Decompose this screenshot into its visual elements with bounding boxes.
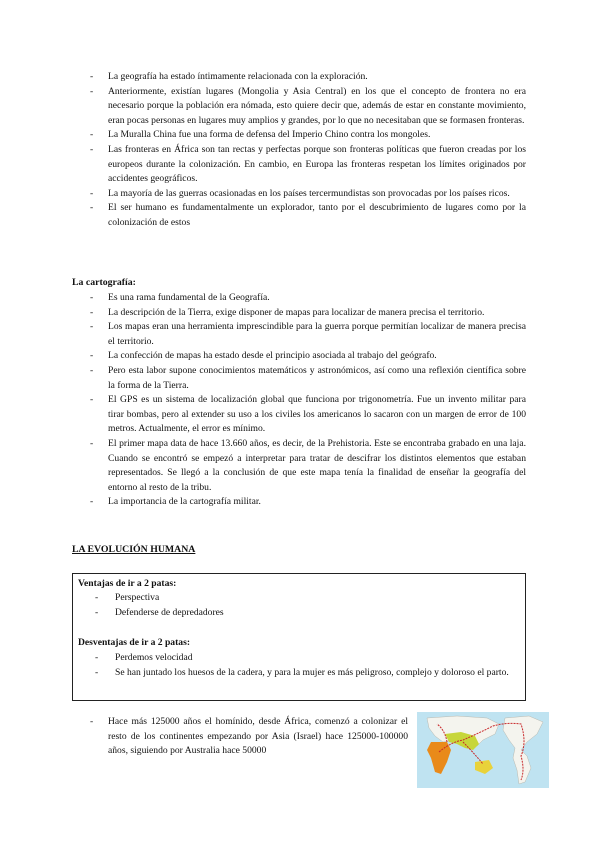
ventajas-list — [95, 591, 521, 620]
ventajas-box — [72, 573, 526, 701]
list-item: - Defenderse de depredadores — [95, 606, 521, 621]
desventajas-list — [95, 651, 521, 680]
ventajas-heading: Ventajas de ir a 2 patas: — [78, 578, 177, 589]
list-item: - La Muralla China fue una forma de defensa del Imperio Chino contra los mongoles. — [90, 128, 526, 143]
migration-list — [90, 715, 408, 759]
list-item: - El GPS es un sistema de localización global que funciona por trigonometría. Fue un invento militar para tirar bombas, pero al extender su uso a los civiles los americanos lo sacaron con un margen de error de 100 metros. Actualmente, el error es mínimo. — [90, 393, 526, 437]
world-map-icon — [417, 712, 549, 788]
list-item: - La descripción de la Tierra, exige disponer de mapas para localizar de manera precisa el territorio. — [90, 306, 526, 321]
list-item: - Anteriormente, existían lugares (Mongolia y Asia Central) en los que el concepto de frontera no era necesario porque la población era nómada, esto quiere decir que, además de estar en constante movimiento, eran pocas personas en lugares muy amplios y grandes, por lo que no necesitaban que se formasen fronteras. — [90, 85, 526, 129]
section-title: LA EVOLUCIÓN HUMANA — [72, 544, 196, 555]
human-migration-map — [417, 712, 549, 788]
list-item: - Hace más 125000 años el homínido, desde África, comenzó a colonizar el resto de los continentes empezando por Asia (Israel) hace 125000-100000 años, siguiendo por Australia hace 50000 — [90, 715, 408, 759]
list-item: - La confección de mapas ha estado desde el principio asociada al trabajo del geógrafo. — [90, 349, 526, 364]
list-item: - La geografía ha estado íntimamente relacionada con la exploración. — [90, 70, 526, 85]
list-item: - Pero esta labor supone conocimientos matemáticos y astronómicos, así como una reflexión científica sobre la forma de la Tierra. — [90, 364, 526, 393]
desventajas-heading: Desventajas de ir a 2 patas: — [78, 637, 191, 648]
list-item: - El primer mapa data de hace 13.660 años, es decir, de la Prehistoria. Este se encontraba grabado en una laja. Cuando se encontró se empezó a interpretar para tratar de descifrar los distintos elementos que estaban representados. Se llegó a la conclusión de que este mapa tenía la finalidad de enseñar la geografía del entorno al resto de la tribu. — [90, 437, 526, 495]
list-item: - Los mapas eran una herramienta imprescindible para la guerra porque permitían localizar de manera precisa el territorio. — [90, 320, 526, 349]
cartografia-list — [90, 291, 526, 510]
intro-list — [90, 70, 526, 231]
list-item: - La importancia de la cartografía militar. — [90, 495, 526, 510]
list-item: - Perdemos velocidad — [95, 651, 521, 666]
list-item: - Perspectiva — [95, 591, 521, 606]
list-item: - Se han juntado los huesos de la cadera, y para la mujer es más peligroso, complejo y doloroso el parto. — [95, 666, 521, 681]
list-item: - El ser humano es fundamentalmente un explorador, tanto por el descubrimiento de lugares como por la colonización de estos — [90, 201, 526, 230]
cartografia-heading: La cartografía: — [72, 277, 136, 288]
list-item: - La mayoría de las guerras ocasionadas en los países tercermundistas son provocadas por los países ricos. — [90, 187, 526, 202]
list-item: - Las fronteras en África son tan rectas y perfectas porque son fronteras políticas que fueron creadas por los europeos durante la colonización. En cambio, en Europa las fronteras respetan los límites originados por accidentes geográficos. — [90, 143, 526, 187]
list-item: - Es una rama fundamental de la Geografía. — [90, 291, 526, 306]
